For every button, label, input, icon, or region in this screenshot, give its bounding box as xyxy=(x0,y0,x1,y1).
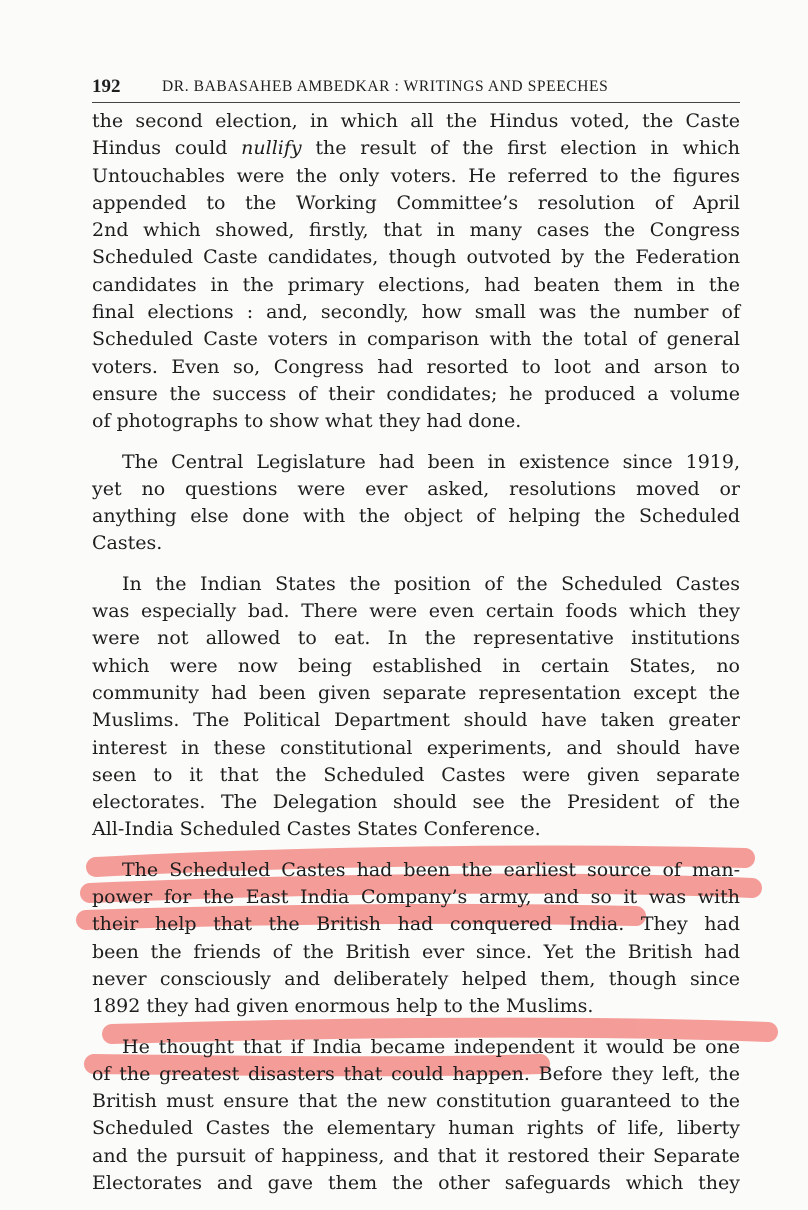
running-head xyxy=(92,72,740,103)
text-line: All-India Scheduled Castes States Conference. xyxy=(92,818,541,841)
page-number: 192 xyxy=(92,76,121,97)
text-line: electorates. The Delegation should see the President of the xyxy=(92,791,740,814)
text-line: of the greatest disasters that could happen. Before they left, the xyxy=(92,1062,740,1085)
paragraph xyxy=(92,108,740,436)
text-line: interest in these constitutional experiments, and should have xyxy=(92,736,740,759)
text-line: Scheduled Caste candidates, though outvoted by the Federation xyxy=(92,246,740,269)
paragraph xyxy=(92,449,740,558)
text-line: The Scheduled Castes had been the earliest source of man- xyxy=(122,858,740,881)
text-line: community had been given separate representation except the xyxy=(92,681,740,704)
text-line xyxy=(92,135,740,162)
text-line: been the friends of the British ever since. Yet the British had xyxy=(92,940,740,963)
paragraph xyxy=(92,571,740,844)
text-line: voters. Even so, Congress had resorted to loot and arson to xyxy=(92,355,740,378)
text-line: Scheduled Caste voters in comparison with the total of general xyxy=(92,328,740,351)
text-line: The Central Legislature had been in existence since 1919, xyxy=(122,450,740,473)
text-line: British must ensure that the new constitution guaranteed to the xyxy=(92,1090,740,1113)
book-title: DR. BABASAHEB AMBEDKAR : WRITINGS AND SPEECHES xyxy=(162,78,609,95)
text-line: appended to the Working Committee’s resolution of April xyxy=(92,191,740,214)
text-line: their help that the British had conquered India. They had xyxy=(92,913,740,936)
text-line: seen to it that the Scheduled Castes were given separate xyxy=(92,763,740,786)
highlighted-paragraph xyxy=(92,857,740,1021)
italic-text: nullify xyxy=(241,137,302,160)
text-line: and the pursuit of happiness, and that it restored their Separate xyxy=(92,1144,740,1167)
text-line: 2nd which showed, firstly, that in many cases the Congress xyxy=(92,219,740,242)
text-line: final elections : and, secondly, how small was the number of xyxy=(92,301,740,324)
text-line: were not allowed to eat. In the representative institutions xyxy=(92,627,740,650)
text-line: was especially bad. There were even certain foods which they xyxy=(92,600,740,623)
text-line: Untouchables were the only voters. He referred to the figures xyxy=(92,164,740,187)
text-line: the second election, in which all the Hindus voted, the Caste xyxy=(92,110,740,132)
text-line: Electorates and gave them the other safeguards which they xyxy=(92,1171,740,1194)
text-line: anything else done with the object of helping the Scheduled xyxy=(92,505,740,528)
text-line: In the Indian States the position of the Scheduled Castes xyxy=(122,572,740,595)
text-line: power for the East India Company’s army, and so it was with xyxy=(92,886,740,909)
text-line: of photographs to show what they had done. xyxy=(92,410,522,433)
text-line: ensure the success of their condidates; he produced a volume xyxy=(92,382,740,405)
text-line: Scheduled Castes the elementary human rights of life, liberty xyxy=(92,1117,740,1140)
text-line: 1892 they had given enormous help to the Muslims. xyxy=(92,995,594,1018)
text-line: candidates in the primary elections, had beaten them in the xyxy=(92,273,740,296)
text-segment: the result of the first election in which xyxy=(315,137,741,160)
text-line: never consciously and deliberately helped them, though since xyxy=(92,967,740,990)
text-line: yet no questions were ever asked, resolutions moved or xyxy=(92,477,740,500)
text-line: He thought that if India became independent it would be one xyxy=(122,1035,740,1058)
text-segment: Hindus could xyxy=(92,137,228,160)
text-line: Castes. xyxy=(92,532,163,555)
highlighted-paragraph xyxy=(92,1034,740,1198)
page-body xyxy=(92,108,740,1210)
text-line: which were now being established in certain States, no xyxy=(92,654,740,677)
text-line: Muslims. The Political Department should have taken greater xyxy=(92,709,740,732)
